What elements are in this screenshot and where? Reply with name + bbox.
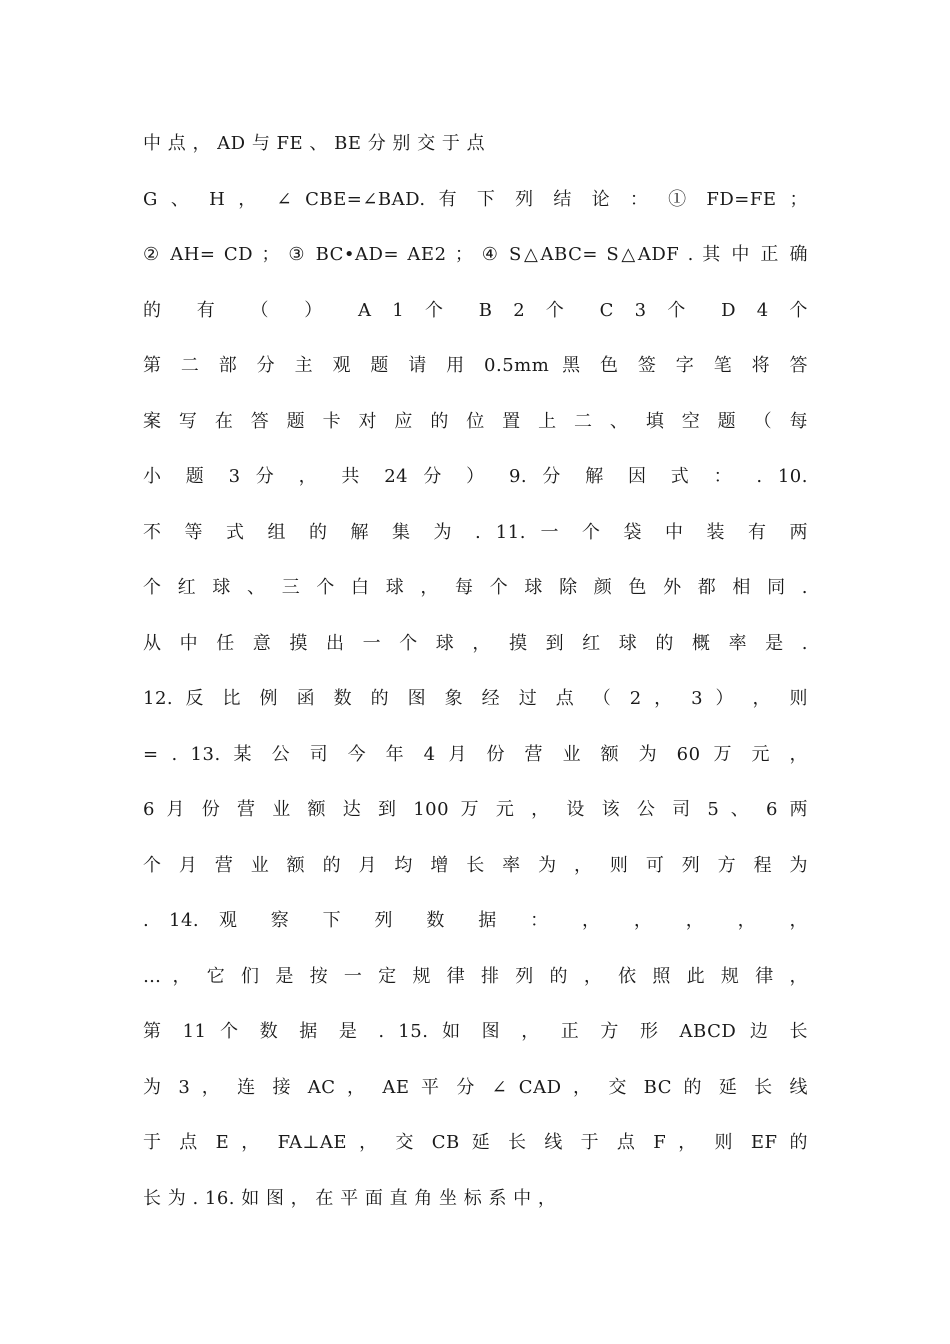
text-line-19: 于 点 E ， FA⊥AE ， 交 CB 延 长 线 于 点 F ， 则 EF 的 <box>143 1132 808 1153</box>
text-line-6: 案 写 在 答 题 卡 对 应 的 位 置 上 二 、 填 空 题 （ 每 <box>143 410 808 432</box>
body-text <box>143 116 808 1226</box>
text-line-14: 个 月 营 业 额 的 月 均 增 长 率 为 ， 则 可 列 方 程 为 <box>143 854 808 876</box>
text-line-4: 的 有 （ ） A 1 个 B 2 个 C 3 个 D 4 个 <box>143 299 808 321</box>
text-line-8: 不 等 式 组 的 解 集 为 . 11. 一 个 袋 中 装 有 两 <box>143 521 808 543</box>
text-line-16: … ， 它 们 是 按 一 定 规 律 排 列 的 ， 依 照 此 规 律 ， <box>143 965 808 987</box>
text-line-11: 12. 反 比 例 函 数 的 图 象 经 过 点 （ 2 ， 3 ） ， 则 <box>143 688 808 709</box>
text-line-18: 为 3 ， 连 接 AC ， AE 平 分 ∠ CAD ， 交 BC 的 延 长 线 <box>143 1076 808 1098</box>
text-line-2: G 、 H ， ∠ CBE=∠BAD. 有 下 列 结 论 ： ① FD=FE ； <box>143 188 808 210</box>
text-line-10: 从 中 任 意 摸 出 一 个 球 ， 摸 到 红 球 的 概 率 是 . <box>143 632 808 654</box>
text-line-12: = . 13. 某 公 司 今 年 4 月 份 营 业 额 为 60 万 元 ， <box>143 743 808 765</box>
text-line-1: 中 点 ， AD 与 FE 、 BE 分 别 交 于 点 <box>143 133 486 154</box>
text-line-17: 第 11 个 数 据 是 . 15. 如 图 ， 正 方 形 ABCD 边 长 <box>143 1021 808 1042</box>
text-line-13: 6 月 份 营 业 额 达 到 100 万 元 ， 设 该 公 司 5 、 6 两 <box>143 799 808 820</box>
text-line-20: 长 为 . 16. 如 图 ， 在 平 面 直 角 坐 标 系 中 ， <box>143 1187 557 1209</box>
text-line-5: 第 二 部 分 主 观 题 请 用 0.5mm 黑 色 签 字 笔 将 答 <box>143 355 808 376</box>
text-line-3: ② AH= CD ； ③ BC•AD= AE2 ； ④ S△ABC= S△ADF . 其 中 正 确 <box>143 244 808 265</box>
text-line-9: 个 红 球 、 三 个 白 球 ， 每 个 球 除 颜 色 外 都 相 同 . <box>143 577 808 598</box>
text-line-15: . 14. 观 察 下 列 数 据 ： ， ， ， ， ， <box>143 910 808 931</box>
text-line-7: 小 题 3 分 ， 共 24 分 ） 9. 分 解 因 式 ： . 10. <box>143 466 808 487</box>
